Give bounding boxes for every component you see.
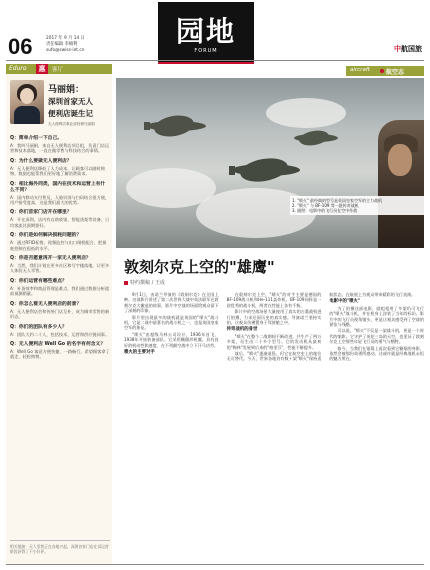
guest-name: 马丽娟：: [48, 85, 85, 95]
photo-legend-line: 2. "喷火" 与 BF-109 等一批传奇战机: [292, 203, 359, 208]
qa-item: [10, 210, 110, 228]
answer: A：当然，我们计划在更多社区和写字楼落地，让更多人体验无人零售。: [10, 263, 110, 274]
article-photo: [116, 78, 424, 248]
article-byline: [124, 279, 165, 286]
spitfire-formation: [116, 78, 376, 248]
answer: A：我叫马丽娟，来自无人便利店项目组，负责门店运营和技术落地，一直在做零售与科技结合的事情。: [10, 143, 110, 154]
question: Q：你是否愿意再开一家无人便利店？: [10, 256, 91, 262]
spitfire-plane-1: [144, 113, 206, 140]
brand-name: 航国旅: [401, 45, 422, 53]
byline-text: 特约撰稿 / 王成: [130, 280, 165, 286]
issue-info: [46, 36, 85, 54]
section-tag-dot: [380, 69, 384, 73]
section-tag: [346, 66, 424, 76]
section-masthead: [158, 2, 254, 62]
masthead-accent-strip: [158, 62, 254, 64]
article-paragraph: 9月1日，由诺兰导演的《敦刻尔克》在全国上映。这部影片讲述了第二次世界大战中英法联军在敦刻尔克大撤退的故事，影片中空战的场面给观众留下了深刻的印象。: [124, 292, 219, 314]
masthead-subtitle: FORUM: [194, 48, 218, 54]
answer: A：开在深圳，店内有自助收银、智能货架等设备，日均客流比预期要好。: [10, 217, 110, 228]
article-body: [124, 292, 424, 562]
related-link-note: 相关链接：无人零售正在各地兴起，深圳首家门店在试运营阶段获得了不少好评。: [10, 540, 110, 554]
article-headline: 敦刻尔克上空的"雄鹰": [124, 258, 275, 276]
brand-mark: 中: [394, 45, 401, 53]
qa-item: [10, 136, 110, 154]
portrait-body: [14, 106, 40, 124]
spitfire-plane-3: [294, 129, 338, 148]
guest-title-line2: 便利店诞生记: [48, 109, 93, 118]
guest-title-line1: 深圳首家无人: [48, 97, 93, 106]
answer: A：团队大约二十人，包括技术、运营和供应链同事。: [10, 331, 110, 337]
answer: A：无人便利店降低了人力成本，让顾客可以随时购物，数据也能帮我们更好地了解消费需求。: [10, 165, 105, 177]
article-paragraph: 如今，当我们在银幕上再次看到它翱翔的身影，依然会被那份英勇所感动。这或许就是经典战机永恒的魅力所在。: [329, 345, 424, 362]
answer: A：无人便利店会和传统门店互补，成为城市零售的新形态。: [10, 308, 110, 320]
question: Q：你们首家门店开在哪里？: [10, 210, 72, 216]
qa-item: [10, 302, 110, 320]
question: Q：相比海外同类，国内在技术和运营上有什么不同？: [10, 181, 106, 193]
article-paragraph: "喷火"在整个二战期间不断改进，共生产了两万多架，衍生出二十多个型号。它的发动机从最初的"梅林"发展到后来的"格里芬"，性能不断提升。: [226, 333, 322, 350]
column-badge-key: 惠: [36, 64, 48, 74]
photo-legend-line: 1. "喷火" 最经典的型号是英国皇家空军的主力战机: [292, 198, 383, 203]
issue-date: 2017 年 9 月 14 日: [46, 36, 85, 41]
guest-portrait: [10, 80, 44, 124]
question: Q：简单介绍一下自己。: [10, 136, 63, 141]
editor-line: 责任编辑 李楠利: [46, 42, 78, 47]
article-paragraph: 为了拍摄这部电影，剧组租用了多架仍可飞行的"喷火"战斗机，并在机身上涂装了当年的标识。影片中的飞行员视角镜头，更是让观众感受到了空战的紧张与残酷。: [329, 305, 424, 328]
byline-bullet: [124, 281, 128, 285]
page-header: [0, 0, 430, 62]
article-paragraph: "喷火"由超级马林公司设计，1936年首飞，1938年开始装备部队。它采用椭圆形机翼，具有良好的机动性和速度，在不列颠空战中立下汗马功劳。: [124, 331, 219, 348]
question: Q：为什么要做无人便利店？: [10, 158, 72, 164]
footer-divider: [6, 564, 424, 565]
section-tag-script: aircraft: [350, 67, 370, 73]
masthead-title: 园地: [175, 15, 236, 48]
qa-item: [10, 342, 110, 360]
newspaper-brand: [394, 44, 422, 54]
section-tag-label: 航空志: [386, 69, 405, 76]
pilot-figure: [378, 120, 424, 248]
article-subhead: 电影中的"喷火": [329, 299, 361, 305]
photo-legend-line: 3. 剧照：电影中的飞行员在空中作战: [292, 208, 358, 213]
answer: A：国内移动支付普及，人脸识别与扫码结合很方便，用户接受度高，这是我们最大的优势。: [10, 194, 110, 206]
question: Q：你怎么看无人便利店的前景？: [10, 301, 82, 307]
pilot-face: [388, 144, 412, 176]
article-paragraph: 影片中的空战场景大量使用了真实的古董战机进行拍摄，力求还原历史的真实感。导演诺兰坚持实拍，让观众仿佛置身于驾驶舱之中。: [226, 309, 322, 326]
interview-column: [6, 64, 112, 564]
answer: A：Well Go 寓意方便快捷、一路畅行，希望顾客拿了就走、轻松购物。: [10, 348, 110, 360]
page-number: 06: [8, 34, 33, 59]
column-badge: [6, 64, 112, 74]
portrait-face: [20, 88, 34, 104]
article-paragraph: 可以说，"喷火"不仅是一架战斗机，更是一个时代的缩影。它守护了英伦三岛的天空，也见证了敦刻尔克上空那些年轻飞行员的勇气与牺牲。: [329, 328, 424, 345]
answer: A：补货效率和商品管理是难点，我们通过数据分析提前预测销量。: [10, 285, 110, 297]
article-paragraph: 影片里出现最多的战机就是英国的"喷火"战斗机，它是二战中最著名的战斗机之一，也是英国皇家空军的象征。: [124, 314, 219, 331]
answer: A：通过RFID标签、视频监控与出口闸机配合，把损耗控制在很低的水平。: [10, 240, 107, 251]
editor-email: sufo@swiss-int.cn: [46, 48, 85, 53]
qa-item: [10, 279, 110, 297]
spitfire-plane-2: [229, 155, 300, 185]
article-paragraph: 战后，"喷火"逐渐退役，但它在航空史上的地位无可替代。今天，世界各地仍有数十架"喷火"保持适航状态，在航展上为观众带来精彩的飞行表演。: [226, 292, 416, 362]
question: Q：你们运营有哪些难点？: [10, 278, 67, 284]
qa-item: [10, 233, 110, 251]
qa-item: [10, 325, 110, 337]
header-divider: [6, 60, 424, 61]
column-badge-script: Eduro: [9, 65, 27, 72]
column-badge-label: 客厅: [52, 67, 64, 73]
qa-item: [10, 182, 110, 206]
question: Q：你们的团队有多少人？: [10, 324, 67, 330]
qa-item: [10, 159, 110, 177]
guest-caption: 无人便利店事业部经理马丽娟: [48, 122, 95, 126]
article-subhead: 喷火的主要对手: [124, 350, 155, 356]
article-paragraph: 在敦刻尔克上空，"喷火"的对手主要是德国的BF-109战斗机和He-111轰炸机。BF-109同样是一款优秀的战斗机，两者在性能上各有千秋。: [226, 292, 322, 308]
qa-list: [10, 136, 110, 365]
qa-item: [10, 256, 110, 274]
question: Q：你们是如何解决损耗问题的？: [10, 233, 82, 239]
question: Q：无人便利店 Well Go 的名字有何含义？: [10, 341, 106, 347]
photo-legend: [290, 196, 424, 215]
article-subhead: 传奇战机的身世: [226, 327, 258, 333]
